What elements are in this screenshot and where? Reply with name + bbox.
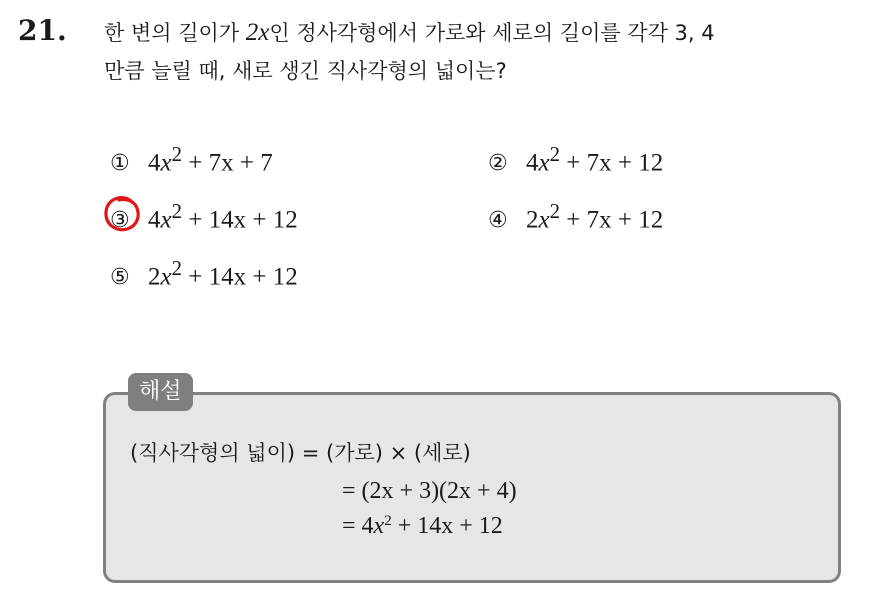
choice-3[interactable]: ③ $4x^2 + 14x + 12$ — [110, 199, 298, 234]
choice-4[interactable]: ④ $2x^2 + 7x + 12$ — [488, 199, 664, 234]
choice-coef: 4 — [526, 149, 539, 177]
choice-2[interactable]: ② $4x^2 + 7x + 12$ — [488, 142, 664, 177]
choice-1[interactable]: ① $4x^2 + 7x + 7$ — [110, 142, 273, 177]
question-text-line1 — [104, 17, 715, 47]
solution-tag: 해설 — [128, 373, 193, 411]
solution-line2: = (2x + 3)(2x + 4) — [342, 478, 517, 504]
choice-coef: 2 — [526, 206, 539, 234]
question-number: 21. — [18, 14, 67, 47]
solution-lhs: (직사각형의 넓이) — [130, 441, 296, 465]
choice-rest: + 7x + 7 — [182, 149, 273, 177]
choice-5[interactable]: ⑤ $2x^2 + 14x + 12$ — [110, 256, 298, 291]
choice-mark: ④ — [488, 208, 508, 234]
solution-line1 — [130, 437, 471, 467]
choice-mark: ③ — [110, 208, 130, 234]
selected-answer-circle-icon — [101, 192, 143, 234]
question-text-part: 한 변의 길이가 — [104, 21, 246, 45]
solution-rhs: = (가로) × (세로) — [295, 441, 471, 465]
choice-mark: ⑤ — [110, 265, 130, 291]
question-text-line2: 만큼 늘릴 때, 새로 생긴 직사각형의 넓이는? — [104, 59, 507, 83]
choice-coef: 4 — [148, 149, 161, 177]
choice-mark: ① — [110, 151, 130, 177]
choice-rest: + 7x + 12 — [560, 206, 664, 234]
choice-coef: 2 — [148, 263, 161, 291]
solution-line3: = $4x^2 + 14x + 12$ — [342, 512, 503, 539]
question-text-part: 인 정사각형에서 가로와 세로의 길이를 각각 3, 4 — [269, 21, 715, 45]
choice-rest: + 14x + 12 — [182, 263, 298, 291]
solution-line3-post: + 14x + 12 — [391, 513, 503, 539]
solution-line3-pre: = 4 — [342, 513, 374, 539]
question-math-2x: 2x — [245, 19, 270, 46]
choice-rest: + 14x + 12 — [182, 206, 298, 234]
choice-coef: 4 — [148, 206, 161, 234]
choice-rest: + 7x + 12 — [560, 149, 664, 177]
choice-mark: ② — [488, 151, 508, 177]
